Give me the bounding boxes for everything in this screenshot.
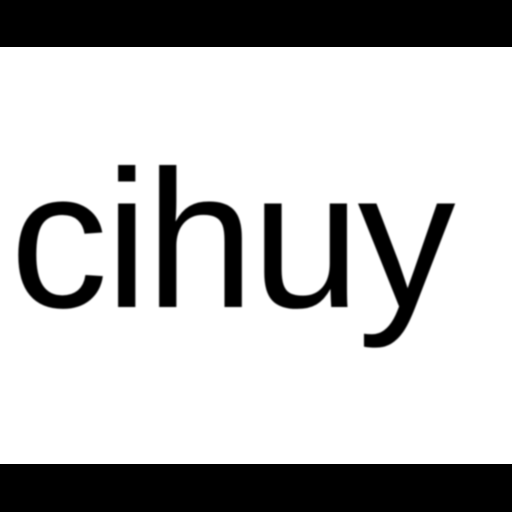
word-text: cihuy (10, 130, 453, 349)
letterbox-bottom (0, 464, 512, 512)
letterbox-top (0, 0, 512, 47)
image-canvas (0, 47, 512, 464)
